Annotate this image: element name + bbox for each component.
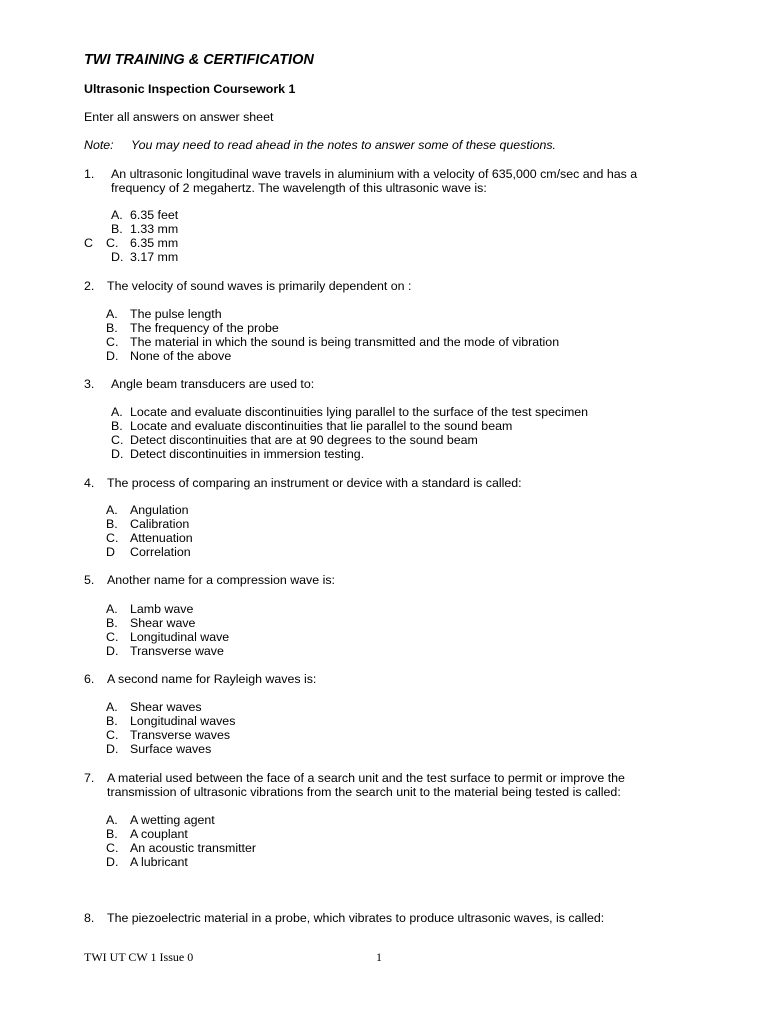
q1-option-a-letter: A. xyxy=(111,208,123,222)
q4-option-a-text: Angulation xyxy=(130,503,189,517)
q4-option-c-letter: C. xyxy=(106,531,119,545)
q6-option-a-text: Shear waves xyxy=(130,700,202,714)
q1-option-b-text: 1.33 mm xyxy=(130,222,179,236)
question-1-number: 1. xyxy=(84,167,95,181)
footer-doc-id: TWI UT CW 1 Issue 0 xyxy=(84,950,194,964)
q5-option-b-letter: B. xyxy=(106,616,118,630)
note-label: Note: xyxy=(84,138,114,152)
document-title: TWI TRAINING & CERTIFICATION xyxy=(84,52,314,68)
question-4-line-1: The process of comparing an instrument or device with a standard is called: xyxy=(107,476,522,490)
q5-option-d-text: Transverse wave xyxy=(130,644,224,658)
q3-option-d-text: Detect discontinuities in immersion testing. xyxy=(130,447,365,461)
q5-option-d-letter: D. xyxy=(106,644,119,658)
q4-option-d-text: Correlation xyxy=(130,545,191,559)
q2-option-b-text: The frequency of the probe xyxy=(130,321,279,335)
question-7-number: 7. xyxy=(84,771,95,785)
q7-option-a-letter: A. xyxy=(106,813,118,827)
footer-page-number: 1 xyxy=(376,950,382,964)
question-3-number: 3. xyxy=(84,377,95,391)
q7-option-d-letter: D. xyxy=(106,855,119,869)
q6-option-b-letter: B. xyxy=(106,714,118,728)
question-6-line-1: A second name for Rayleigh waves is: xyxy=(107,672,317,686)
q3-option-c-text: Detect discontinuities that are at 90 degrees to the sound beam xyxy=(130,433,478,447)
question-7-line-2: transmission of ultrasonic vibrations from the search unit to the material being tested is called: xyxy=(107,785,621,799)
question-8-line-1: The piezoelectric material in a probe, which vibrates to produce ultrasonic waves, is called: xyxy=(107,911,605,925)
q7-option-d-text: A lubricant xyxy=(130,855,188,869)
document-subtitle: Ultrasonic Inspection Coursework 1 xyxy=(84,82,296,96)
q5-option-a-text: Lamb wave xyxy=(130,602,194,616)
q1-option-a-text: 6.35 feet xyxy=(130,208,179,222)
q4-option-c-text: Attenuation xyxy=(130,531,193,545)
q1-option-d-text: 3.17 mm xyxy=(130,250,179,264)
question-1-line-1: An ultrasonic longitudinal wave travels in aluminium with a velocity of 635,000 cm/sec and has a xyxy=(111,167,638,181)
q3-option-c-letter: C. xyxy=(111,433,124,447)
question-7-line-1: A material used between the face of a search unit and the test surface to permit or improve the xyxy=(107,771,625,785)
q7-option-b-text: A couplant xyxy=(130,827,188,841)
q1-option-d-letter: D. xyxy=(111,250,124,264)
q7-option-c-letter: C. xyxy=(106,841,119,855)
q2-option-c-letter: C. xyxy=(106,335,119,349)
question-5-number: 5. xyxy=(84,573,95,587)
q2-option-a-letter: A. xyxy=(106,307,118,321)
note-text: You may need to read ahead in the notes to answer some of these questions. xyxy=(131,138,557,152)
q2-option-b-letter: B. xyxy=(106,321,118,335)
q6-option-a-letter: A. xyxy=(106,700,118,714)
q6-option-c-text: Transverse waves xyxy=(130,728,231,742)
question-2-number: 2. xyxy=(84,279,95,293)
q3-option-d-letter: D. xyxy=(111,447,124,461)
question-8-number: 8. xyxy=(84,911,95,925)
q2-option-a-text: The pulse length xyxy=(130,307,222,321)
q7-option-c-text: An acoustic transmitter xyxy=(130,841,257,855)
q6-option-d-letter: D. xyxy=(106,742,119,756)
question-2-line-1: The velocity of sound waves is primarily dependent on : xyxy=(107,279,412,293)
q5-option-c-text: Longitudinal wave xyxy=(130,630,230,644)
q1-option-c-text: 6.35 mm xyxy=(130,236,179,250)
q4-option-b-letter: B. xyxy=(106,517,118,531)
instruction-text: Enter all answers on answer sheet xyxy=(84,110,274,124)
q7-option-a-text: A wetting agent xyxy=(130,813,215,827)
q1-answer-mark: C xyxy=(84,236,93,250)
question-6-number: 6. xyxy=(84,672,95,686)
q4-option-b-text: Calibration xyxy=(130,517,190,531)
q5-option-b-text: Shear wave xyxy=(130,616,196,630)
question-5-line-1: Another name for a compression wave is: xyxy=(107,573,335,587)
q3-option-b-letter: B. xyxy=(111,419,123,433)
q2-option-d-letter: D. xyxy=(106,349,119,363)
q1-option-b-letter: B. xyxy=(111,222,123,236)
q6-option-c-letter: C. xyxy=(106,728,119,742)
question-3-line-1: Angle beam transducers are used to: xyxy=(111,377,315,391)
q2-option-d-text: None of the above xyxy=(130,349,232,363)
q6-option-d-text: Surface waves xyxy=(130,742,212,756)
q6-option-b-text: Longitudinal waves xyxy=(130,714,236,728)
q3-option-a-letter: A. xyxy=(111,405,123,419)
q5-option-c-letter: C. xyxy=(106,630,119,644)
question-4-number: 4. xyxy=(84,476,95,490)
q4-option-a-letter: A. xyxy=(106,503,118,517)
q4-option-d-letter: D xyxy=(106,545,115,559)
q3-option-a-text: Locate and evaluate discontinuities lying parallel to the surface of the test specimen xyxy=(130,405,589,419)
q2-option-c-text: The material in which the sound is being transmitted and the mode of vibration xyxy=(130,335,560,349)
q7-option-b-letter: B. xyxy=(106,827,118,841)
q1-option-c-letter: C. xyxy=(106,236,119,250)
q5-option-a-letter: A. xyxy=(106,602,118,616)
question-1-line-2: frequency of 2 megahertz. The wavelength of this ultrasonic wave is: xyxy=(111,181,487,195)
q3-option-b-text: Locate and evaluate discontinuities that lie parallel to the sound beam xyxy=(130,419,513,433)
